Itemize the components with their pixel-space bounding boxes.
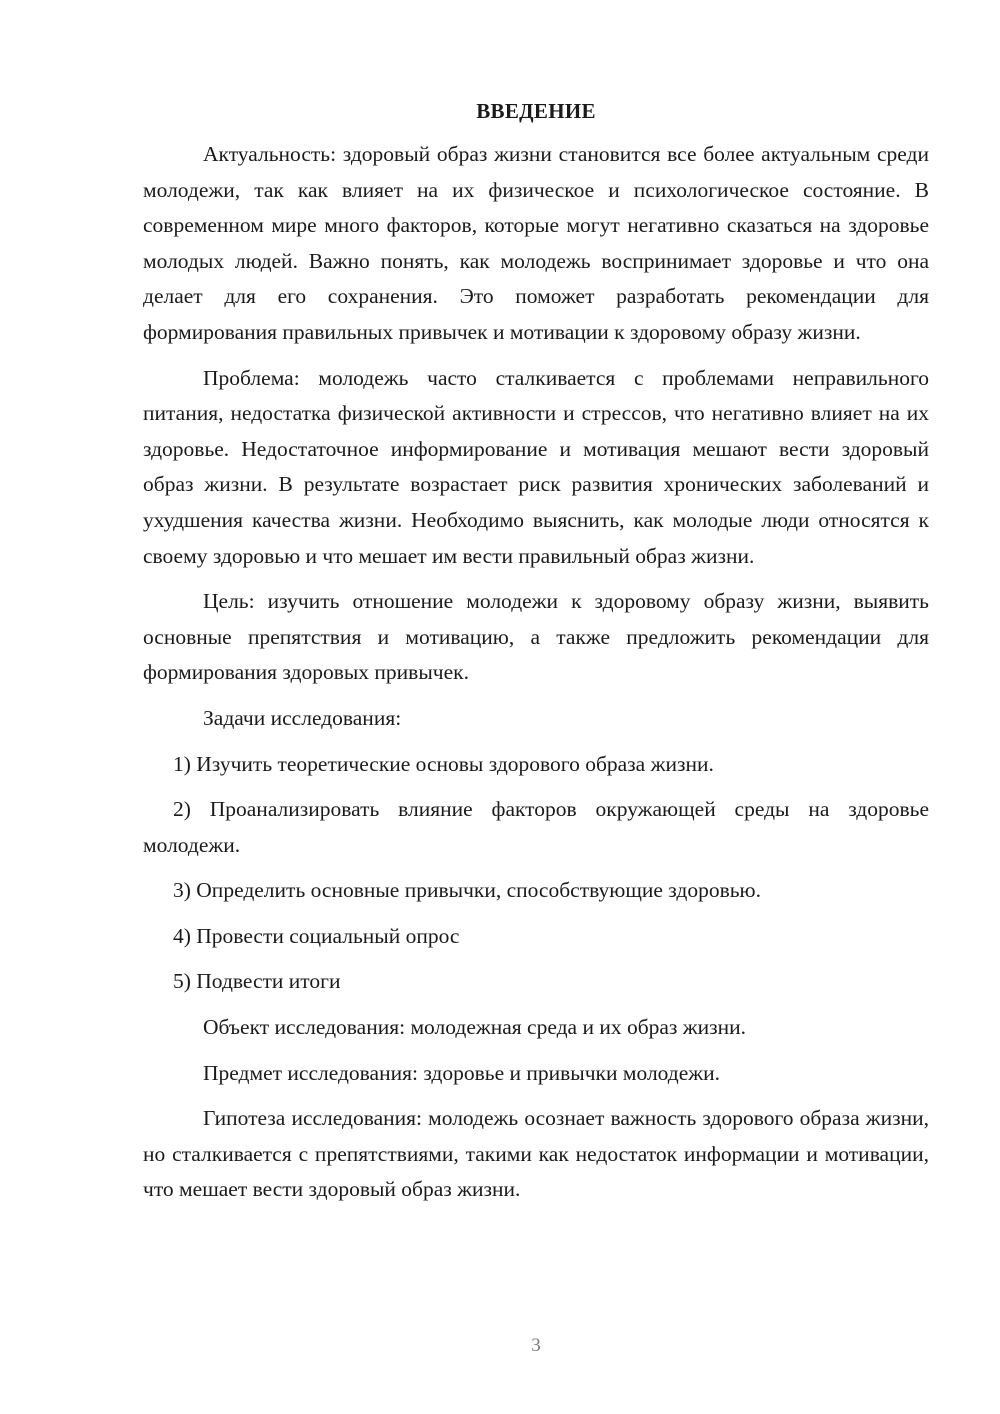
task-item: 2) Проанализировать влияние факторов окружающей среды на здоровье молодежи.: [143, 797, 929, 857]
tasks-heading: Задачи исследования:: [203, 705, 402, 730]
paragraph-problem: Проблема: молодежь часто сталкивается с проблемами неправильного питания, недостатка физической активности и стрессов, что негативно влияет на их здоровье. Недостаточное информирование и мотивация мешают вести здоровый образ жизни. В результате возрастает риск развития хронических заболеваний и ухудшения качества жизни. Необходимо выяснить, как молодые люди относятся к своему здоровью и что мешает им вести правильный образ жизни.: [143, 365, 929, 568]
research-object: Объект исследования: молодежная среда и их образ жизни.: [203, 1015, 747, 1040]
page-content: [143, 95, 929, 1218]
task-item: 5) Подвести итоги: [173, 969, 341, 994]
paragraph-goal: Цель: изучить отношение молодежи к здоровому образу жизни, выявить основные препятствия и мотивацию, а также предложить рекомендации для формирования здоровых привычек.: [143, 589, 929, 685]
page-title: ВВЕДЕНИЕ: [476, 99, 596, 123]
task-item: 3) Определить основные привычки, способствующие здоровью.: [173, 878, 761, 903]
task-item: 4) Провести социальный опрос: [173, 923, 460, 948]
page-number: 3: [531, 1335, 541, 1356]
task-item: 1) Изучить теоретические основы здорового образа жизни.: [173, 751, 714, 776]
research-hypothesis: Гипотеза исследования: молодежь осознает важность здорового образа жизни, но сталкивается с препятствиями, такими как недостаток информации и мотивации, что мешает вести здоровый образ жизни.: [143, 1106, 929, 1202]
paragraph-relevance: Актуальность: здоровый образ жизни становится все более актуальным среди молодежи, так как влияет на их физическое и психологическое состояние. В современном мире много факторов, которые могут негативно сказаться на здоровье молодых людей. Важно понять, как молодежь воспринимает здоровье и что она делает для его сохранения. Это поможет разработать рекомендации для формирования правильных привычек и мотивации к здоровому образу жизни.: [143, 142, 929, 344]
research-subject: Предмет исследования: здоровье и привычки молодежи.: [203, 1060, 721, 1085]
